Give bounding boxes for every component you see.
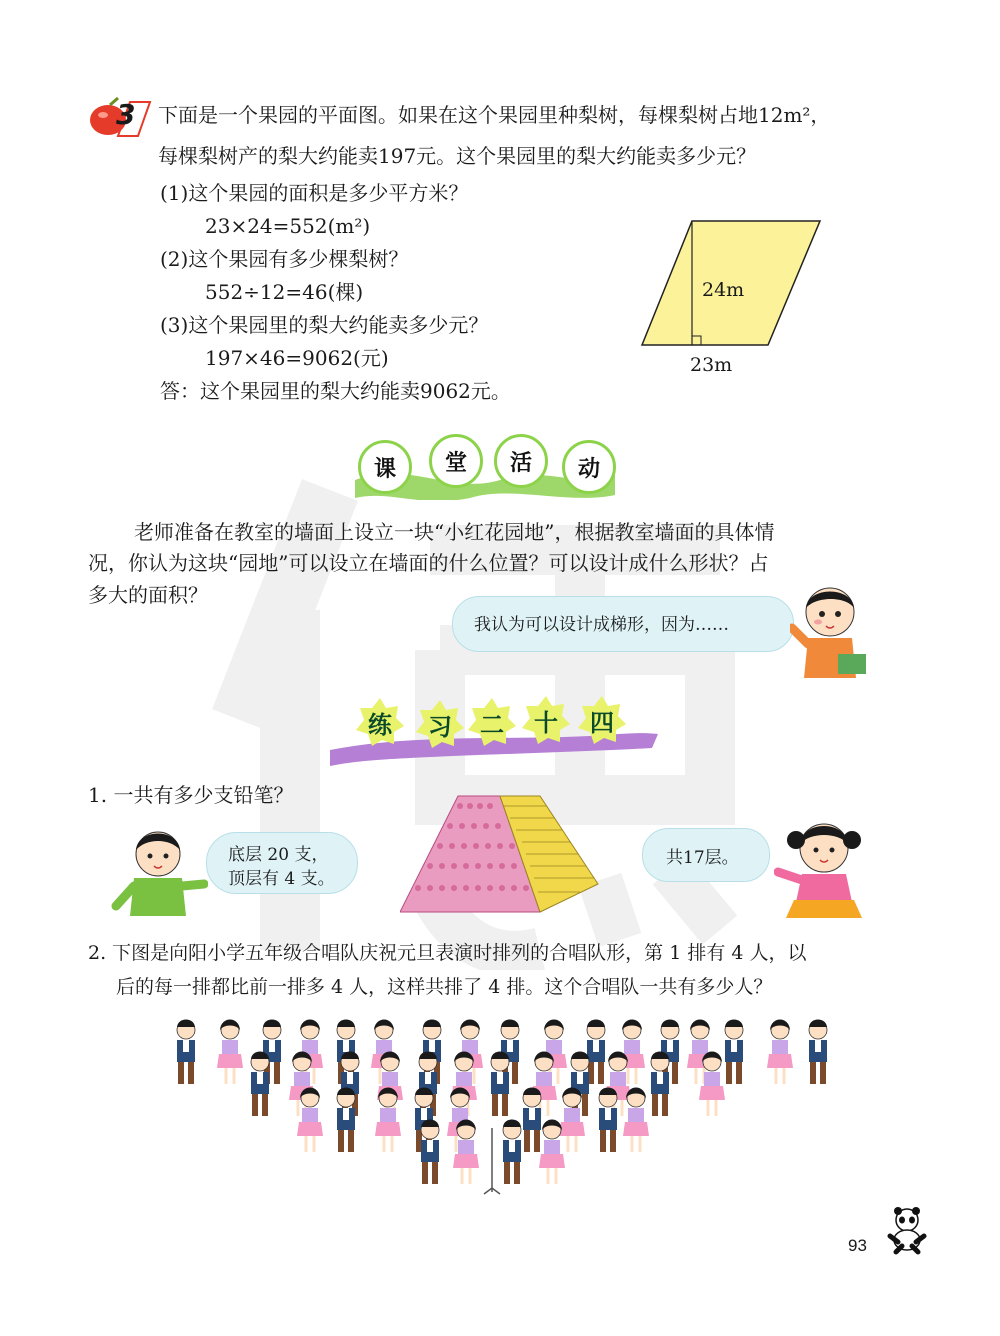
step-3-answer: 197×46=9062(元) <box>205 346 389 370</box>
q1-bubble-right: 共17层。 <box>666 848 739 868</box>
exercise-heading-char-1 <box>354 696 406 748</box>
height-label: 24m <box>702 279 745 301</box>
boy-illustration <box>790 582 872 680</box>
problem-line-2: 每棵梨树产的梨大约能卖197元。这个果园里的梨大约能卖多少元？ <box>158 144 757 168</box>
problem-line-1: 下面是一个果园的平面图。如果在这个果园里种梨树，每棵梨树占地12m²， <box>158 103 831 127</box>
conclusion: 答：这个果园里的梨大约能卖9062元。 <box>160 379 511 403</box>
page-number: 93 <box>848 1236 867 1255</box>
step-2-question: (2)这个果园有多少棵梨树？ <box>160 247 409 271</box>
boy-left-illustration <box>110 826 208 918</box>
problem-number: 3 <box>116 98 136 131</box>
question-2-line-1: 2. 下图是向阳小学五年级合唱队庆祝元旦表演时排列的合唱队形，第 1 排有 4 人，以 <box>88 942 807 964</box>
activity-heading-char-3: 活 <box>494 434 548 488</box>
activity-bubble-text: 我认为可以设计成梯形，因为…… <box>474 615 729 635</box>
exercise-heading-char-3-text: 二 <box>480 710 504 739</box>
pencil-pyramid-illustration <box>400 784 600 914</box>
choir-formation-illustration <box>160 1008 840 1196</box>
activity-line-3: 多大的面积？ <box>88 583 208 607</box>
activity-heading-char-2: 堂 <box>429 434 483 488</box>
step-2-answer: 552÷12=46(棵) <box>205 280 364 304</box>
exercise-heading-char-4 <box>520 694 572 746</box>
step-3-question: (3)这个果园里的梨大约能卖多少元？ <box>160 313 489 337</box>
activity-heading-char-1: 课 <box>358 440 412 494</box>
question-2-line-2: 后的每一排都比前一排多 4 人，这样共排了 4 排。这个合唱队一共有多少人？ <box>116 976 773 998</box>
problem-number-badge <box>88 96 154 138</box>
panda-icon <box>882 1206 932 1256</box>
step-1-answer: 23×24=552(m²) <box>205 214 371 238</box>
q1-bubble-left-line-2: 顶层有 4 支。 <box>228 869 335 889</box>
exercise-heading-char-2 <box>414 698 466 750</box>
question-1: 1. 一共有多少支铅笔？ <box>88 783 294 807</box>
exercise-heading-char-1-text: 练 <box>368 710 392 739</box>
exercise-heading-char-3 <box>466 696 518 748</box>
base-label: 23m <box>690 354 733 376</box>
girl-right-illustration <box>774 816 870 920</box>
exercise-heading-char-5 <box>576 694 628 746</box>
q1-bubble-left-line-1: 底层 20 支， <box>228 845 329 865</box>
step-1-question: (1)这个果园的面积是多少平方米？ <box>160 181 469 205</box>
activity-line-2: 况，你认为这块“园地”可以设立在墙面的什么位置？可以设计成什么形状？占 <box>88 551 769 575</box>
exercise-heading-char-2-text: 习 <box>428 712 452 741</box>
exercise-heading-char-5-text: 四 <box>590 708 614 737</box>
activity-line-1: 老师准备在教室的墙面上设立一块“小红花园地”，根据教室墙面的具体情 <box>134 520 775 544</box>
exercise-heading-char-4-text: 十 <box>534 708 558 737</box>
activity-heading-char-4: 动 <box>562 440 616 494</box>
